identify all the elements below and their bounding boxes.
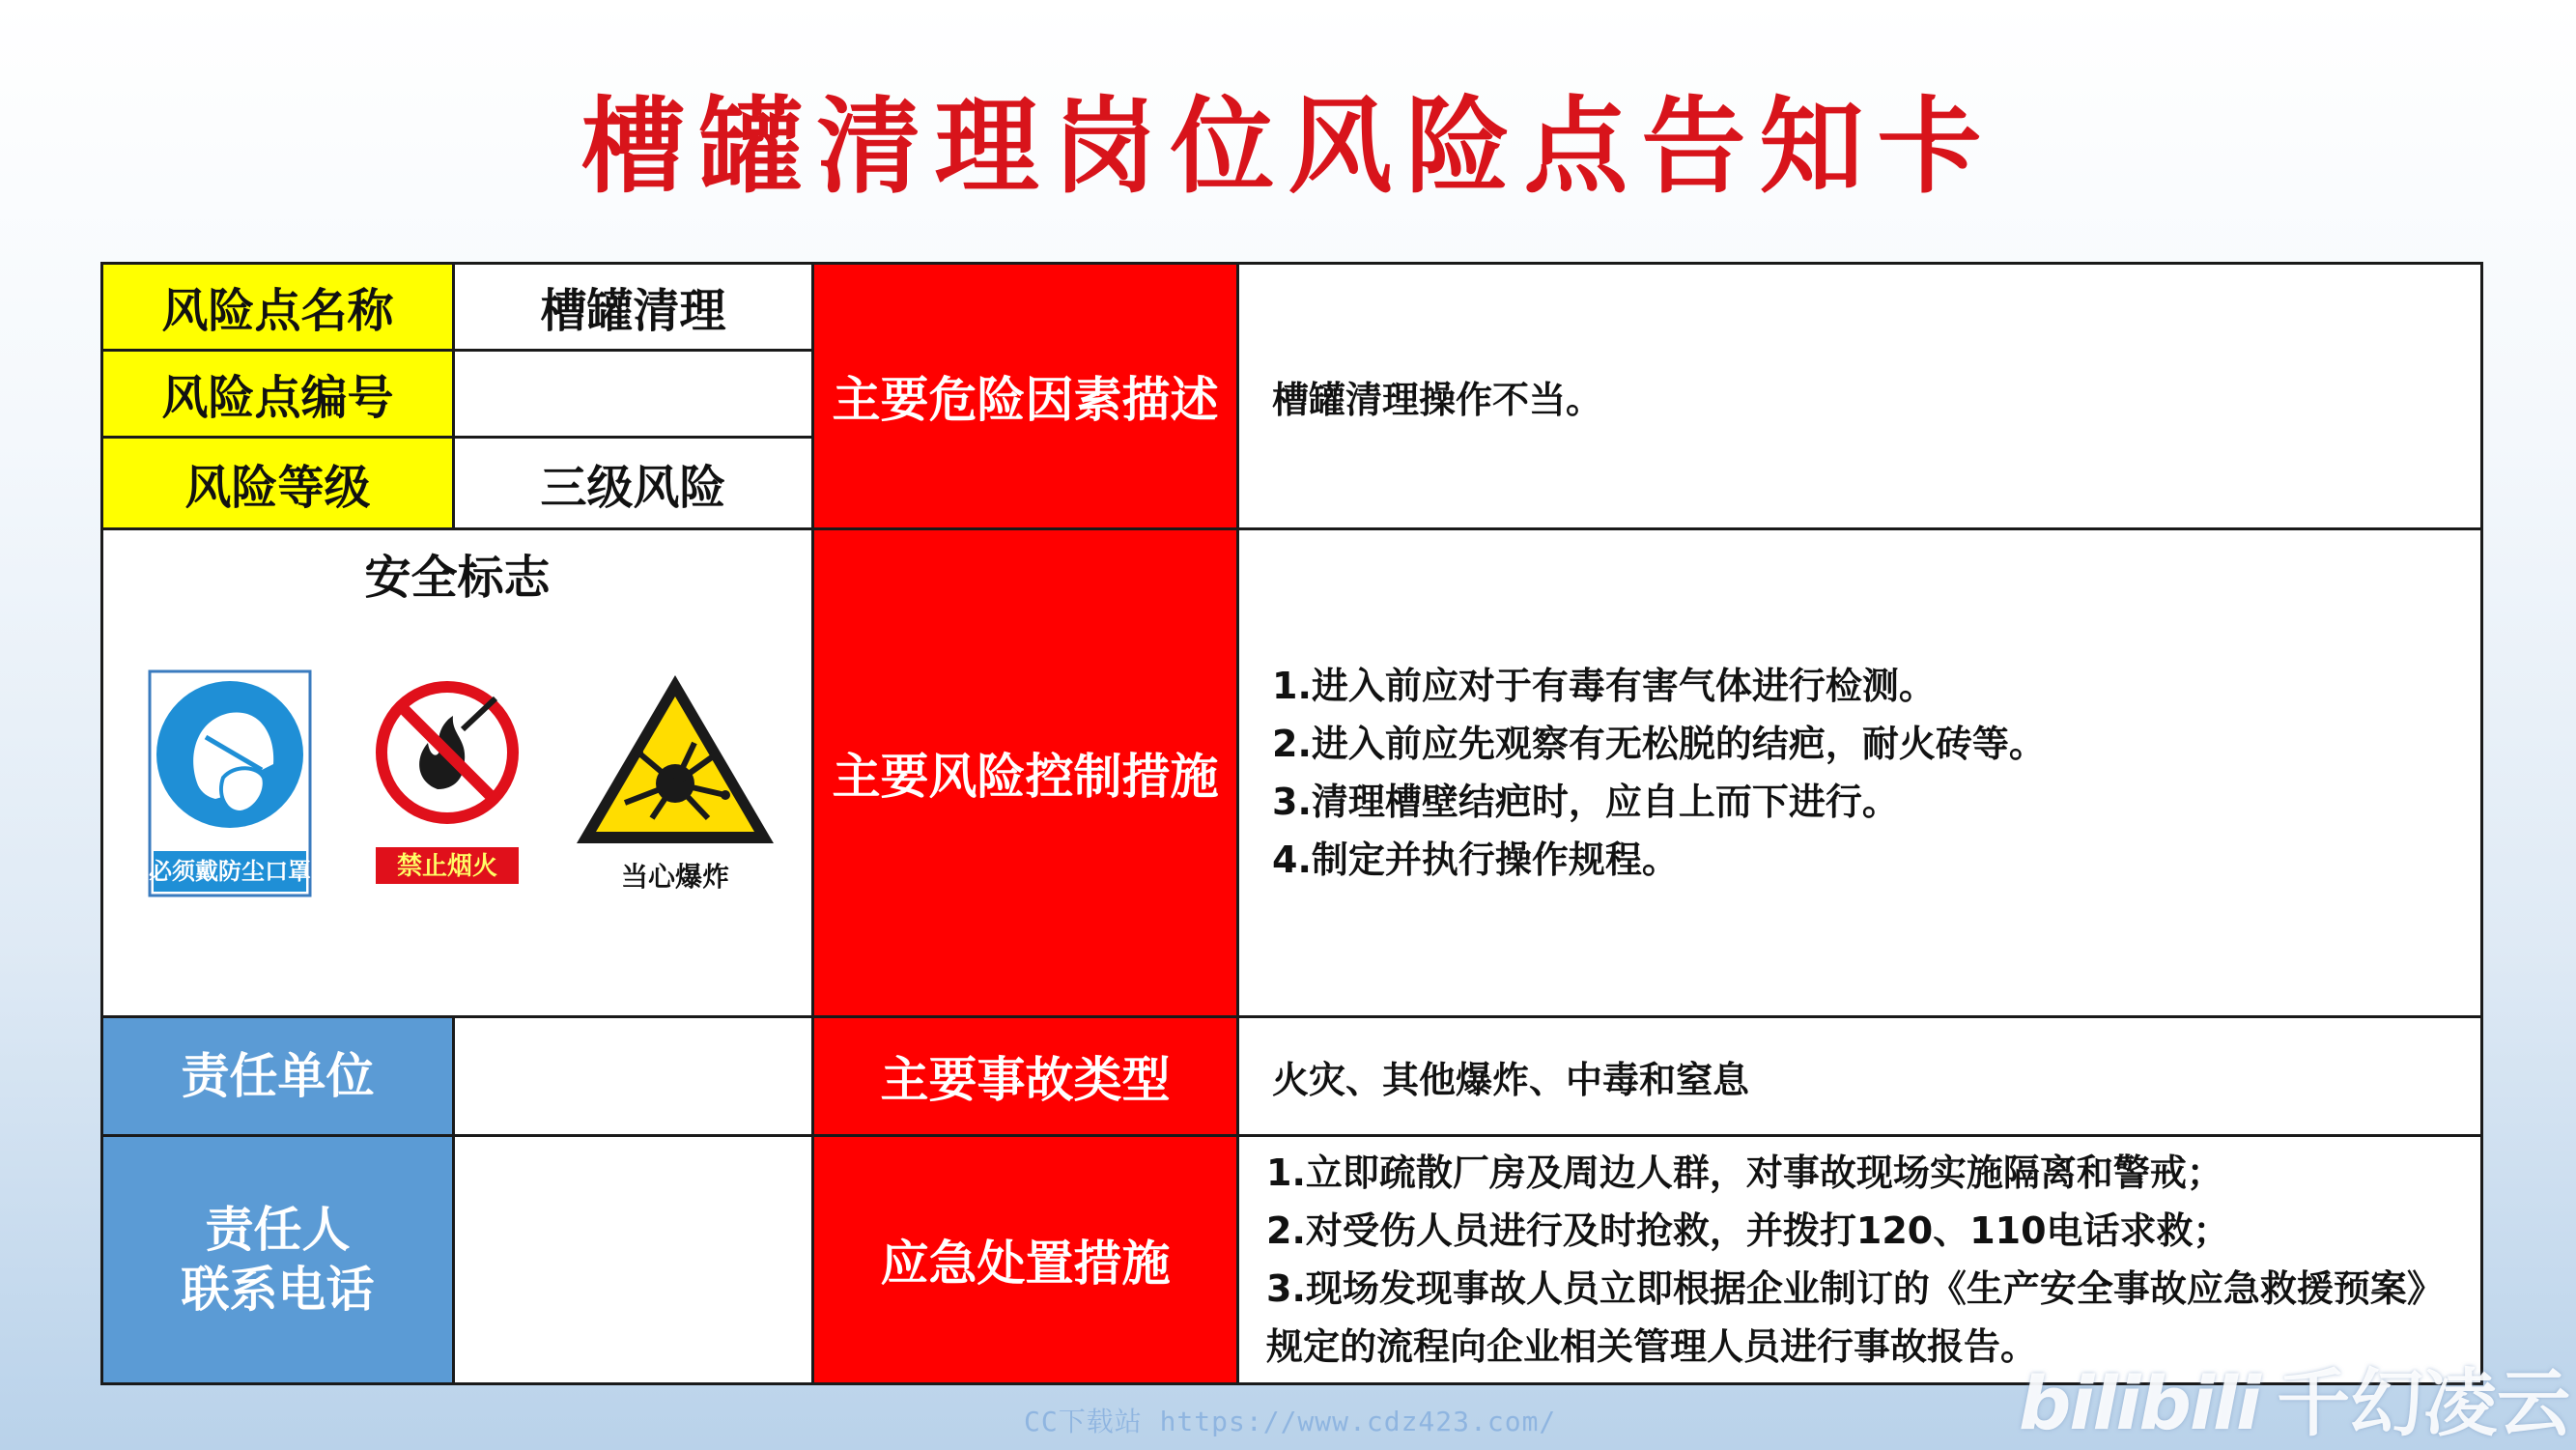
no-fire-icon — [370, 675, 524, 897]
control-text — [1238, 529, 2482, 1017]
risk-card-table — [100, 262, 2483, 1385]
explosion-warning-sign — [571, 668, 779, 903]
responsible-person-label-line1: 责任人 — [205, 1202, 351, 1258]
emergency-item: 2.对受伤人员进行及时抢救，并拨打120、110电话求救； — [1266, 1209, 2230, 1252]
control-item: 4.制定并执行操作规程。 — [1272, 839, 1679, 881]
risk-level-label: 风险等级 — [102, 438, 454, 529]
safety-signs-title: 安全标志 — [364, 551, 551, 605]
responsible-person-label — [102, 1136, 454, 1384]
hazard-label: 主要危险因素描述 — [813, 264, 1238, 529]
emergency-item: 规定的流程向企业相关管理人员进行事故报告。 — [1266, 1325, 2038, 1368]
responsible-unit-label: 责任单位 — [102, 1017, 454, 1136]
control-item: 1.进入前应对于有毒有害气体进行检测。 — [1272, 665, 1936, 707]
risk-number-value — [454, 351, 813, 438]
dust-mask-sign — [148, 669, 312, 901]
risk-name-label: 风险点名称 — [102, 264, 454, 351]
risk-level-value: 三级风险 — [454, 438, 813, 529]
hazard-text: 槽罐清理操作不当。 — [1238, 264, 2482, 529]
safety-signs-panel — [102, 529, 813, 1017]
bilibili-logo: bilibili — [2019, 1360, 2260, 1446]
risk-name-value: 槽罐清理 — [454, 264, 813, 351]
risk-number-label: 风险点编号 — [102, 351, 454, 438]
responsible-person-label-line2: 联系电话 — [181, 1262, 375, 1318]
brand-watermark — [2019, 1345, 2570, 1450]
control-item: 2.进入前应先观察有无松脱的结疤，耐火砖等。 — [1272, 723, 2046, 765]
emergency-label: 应急处置措施 — [813, 1136, 1238, 1384]
no-fire-sign — [370, 675, 524, 901]
accident-text: 火灾、其他爆炸、中毒和窒息 — [1238, 1017, 2482, 1136]
brand-name: 千幻凌云 — [2277, 1360, 2571, 1446]
site-watermark: CC下载站 https://www.cdz423.com/ — [1024, 1406, 1557, 1437]
control-item: 3.清理槽壁结疤时，应自上而下进行。 — [1272, 781, 1899, 823]
page-title: 槽罐清理岗位风险点告知卡 — [580, 87, 1996, 208]
explosion-caption: 当心爆炸 — [620, 861, 730, 893]
control-label: 主要风险控制措施 — [813, 529, 1238, 1017]
dust-mask-caption: 必须戴防尘口罩 — [149, 858, 311, 885]
accident-label: 主要事故类型 — [813, 1017, 1238, 1136]
dust-mask-mandatory-icon — [148, 669, 312, 897]
responsible-person-value — [454, 1136, 813, 1384]
responsible-unit-value — [454, 1017, 813, 1136]
explosion-warning-icon — [571, 668, 779, 899]
emergency-item: 1.立即疏散厂房及周边人群，对事故现场实施隔离和警戒； — [1266, 1151, 2223, 1194]
emergency-item: 3.现场发现事故人员立即根据企业制订的《生产安全事故应急救援预案》 — [1266, 1267, 2444, 1310]
no-fire-caption: 禁止烟火 — [396, 852, 498, 881]
